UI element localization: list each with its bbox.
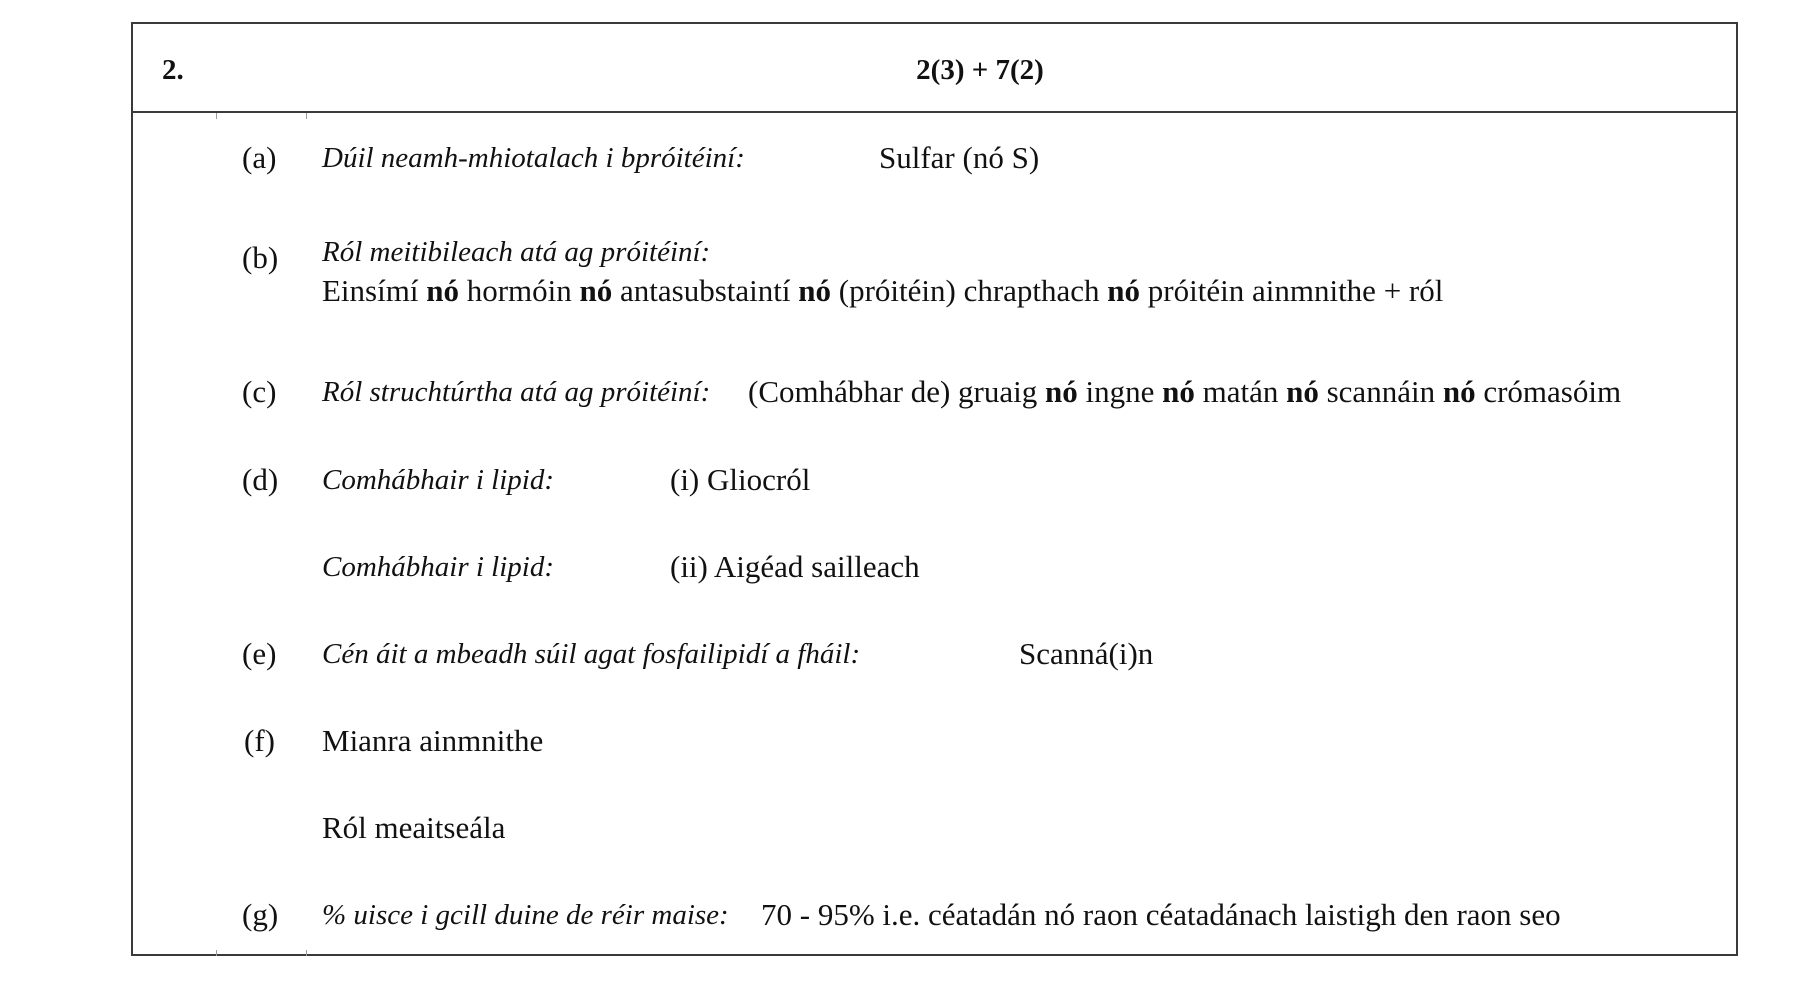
part-d-answer-1: (i) Gliocról xyxy=(670,462,811,497)
column-tick xyxy=(306,113,307,119)
answer-text: próitéin ainmnithe + ról xyxy=(1140,273,1444,308)
answer-text: crómasóim xyxy=(1475,374,1622,409)
or-connector: nó xyxy=(1286,374,1319,409)
column-tick xyxy=(216,950,217,956)
or-connector: nó xyxy=(1162,374,1195,409)
part-g-answer: 70 - 95% i.e. céatadán nó raon céatadánach laistigh den raon seo xyxy=(761,897,1561,932)
part-e-answer: Scanná(i)n xyxy=(1019,636,1154,671)
part-c-answer xyxy=(748,376,1621,407)
part-g-label: (g) xyxy=(242,897,279,932)
part-g-prompt: % uisce i gcill duine de réir maise: xyxy=(322,899,729,931)
part-a-prompt: Dúil neamh-mhiotalach i bpróitéiní: xyxy=(322,142,745,174)
answer-text: antasubstaintí xyxy=(612,273,799,308)
part-f-line-1: Mianra ainmnithe xyxy=(322,723,544,758)
part-e-prompt: Cén áit a mbeadh súil agat fosfailipidí a fháil: xyxy=(322,638,861,670)
answer-text: ingne xyxy=(1077,374,1163,409)
answer-text: scannáin xyxy=(1318,374,1443,409)
question-number: 2. xyxy=(162,54,184,86)
or-connector: nó xyxy=(1107,273,1141,308)
answer-text: hormóin xyxy=(458,273,580,308)
answer-text: Einsímí xyxy=(322,273,427,308)
part-d-prompt-1: Comhábhair i lipid: xyxy=(322,464,555,496)
part-d-label: (d) xyxy=(242,462,279,497)
part-d-prompt-2: Comhábhair i lipid: xyxy=(322,551,555,583)
marks-allocation: 2(3) + 7(2) xyxy=(916,54,1044,86)
column-tick xyxy=(216,113,217,119)
part-f-label: (f) xyxy=(244,723,275,758)
header-divider xyxy=(131,111,1738,113)
part-f-line-2: Ról meaitseála xyxy=(322,810,506,845)
or-connector: nó xyxy=(426,273,459,308)
part-a-answer: Sulfar (nó S) xyxy=(879,140,1040,175)
or-connector: nó xyxy=(798,273,831,308)
answer-text: matán xyxy=(1194,374,1287,409)
part-c-prompt: Ról struchtúrtha atá ag próitéiní: xyxy=(322,376,711,408)
or-connector: nó xyxy=(1442,374,1476,409)
or-connector: nó xyxy=(579,273,613,308)
part-a-label: (a) xyxy=(242,140,277,175)
or-connector: nó xyxy=(1044,374,1078,409)
answer-text: (Comhábhar de) gruaig xyxy=(748,374,1045,409)
part-c-label: (c) xyxy=(242,374,277,409)
part-d-answer-2: (ii) Aigéad sailleach xyxy=(670,549,920,584)
answer-text: (próitéin) chrapthach xyxy=(831,273,1108,308)
column-tick xyxy=(306,950,307,956)
part-b-answer xyxy=(322,275,1443,306)
part-b-label: (b) xyxy=(242,240,279,275)
part-e-label: (e) xyxy=(242,636,277,671)
part-b-prompt: Ról meitibileach atá ag próitéiní: xyxy=(322,236,711,268)
